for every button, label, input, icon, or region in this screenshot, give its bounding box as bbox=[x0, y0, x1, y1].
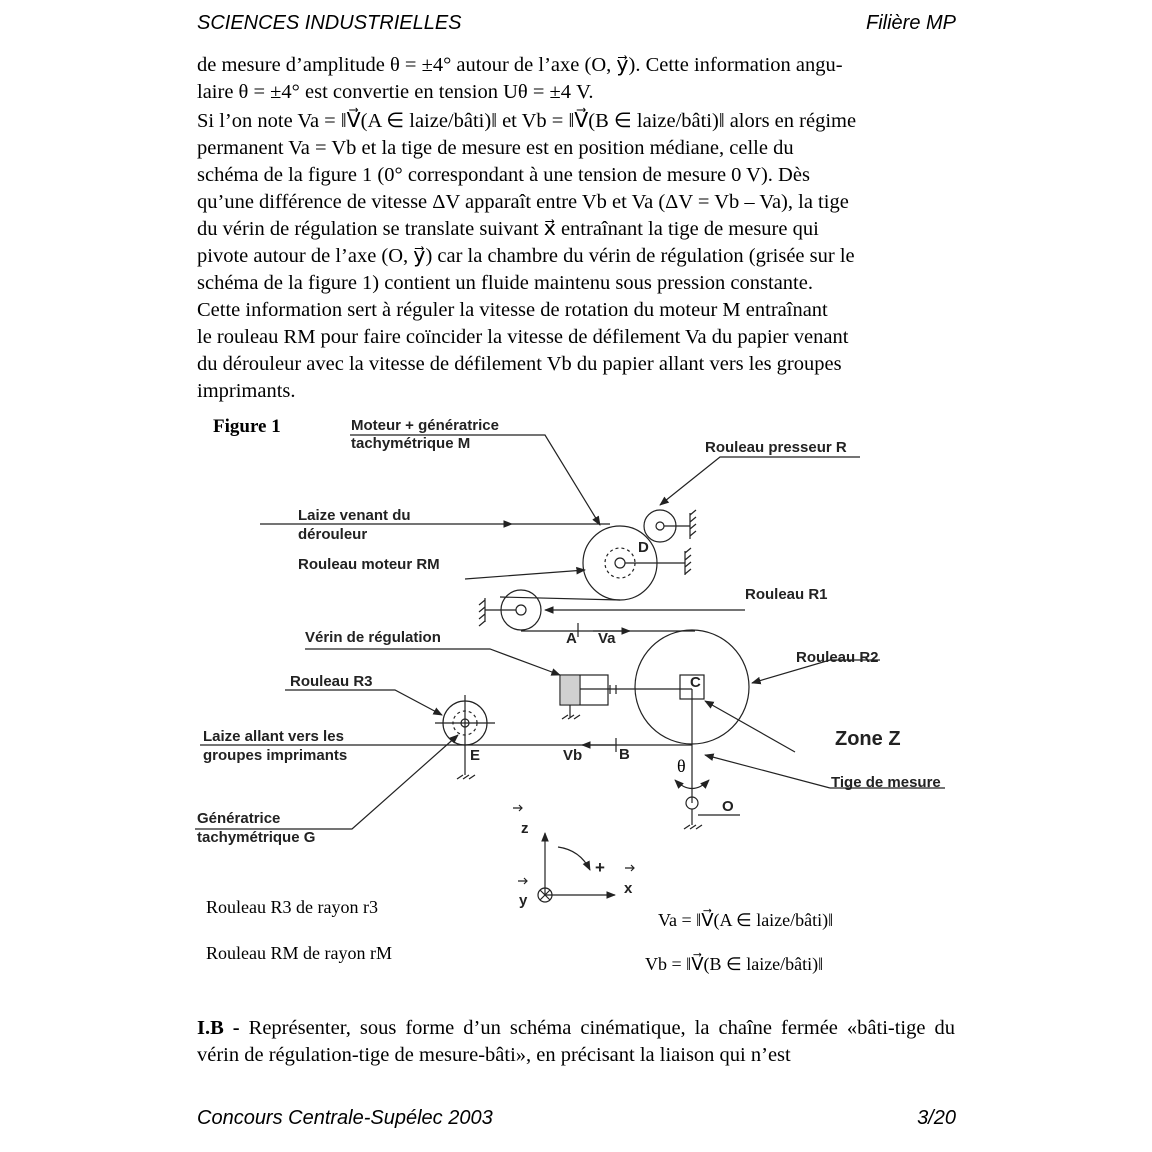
z-vector-mark bbox=[513, 805, 522, 811]
note-va-def: Va = ‖V⃗(A ∈ laize/bâti)‖ bbox=[658, 910, 834, 930]
label-point-o: O bbox=[722, 798, 734, 815]
paragraph-1 bbox=[197, 52, 955, 106]
presseur-hatch bbox=[690, 510, 696, 536]
header-left: SCIENCES INDUSTRIELLES bbox=[197, 12, 462, 34]
note-r3: Rouleau R3 de rayon r3 bbox=[206, 897, 378, 917]
paragraph-2 bbox=[197, 108, 955, 405]
p2-line-2: permanent Va = Vb et la tige de mesure est en position médiane, celle du bbox=[197, 137, 794, 159]
note-vb-def: Vb = ‖V⃗(B ∈ laize/bâti)‖ bbox=[645, 954, 824, 974]
rouleau-moteur-leader bbox=[465, 570, 585, 579]
verin-hatch bbox=[562, 715, 580, 719]
p2-line-8: Cette information sert à réguler la vitesse de rotation du moteur M entraînant bbox=[197, 299, 828, 321]
label-rouleau-r2: Rouleau R2 bbox=[796, 649, 879, 666]
x-vector-mark bbox=[625, 865, 634, 871]
p2-line-5: du vérin de régulation se translate suivant x⃗ entraînant la tige de mesure qui bbox=[197, 218, 819, 240]
label-tige: Tige de mesure bbox=[831, 774, 941, 791]
figure-title: Figure 1 bbox=[213, 416, 281, 437]
label-va: Va bbox=[598, 630, 616, 647]
label-laize-allant-2: groupes imprimants bbox=[203, 747, 348, 764]
label-laize-allant-1: Laize allant vers les bbox=[203, 728, 344, 745]
section-ib-text: Représenter, sous forme d’un schéma cinématique, la chaîne fermée «bâti-tige du vérin de régulation-tige de mesure-bâti», en précisant la liaison qui n’est bbox=[197, 1017, 955, 1066]
p2-line-10: du dérouleur avec la vitesse de défilement Vb du papier allant vers les groupes bbox=[197, 353, 842, 375]
figure-diagram bbox=[190, 405, 970, 985]
label-zone-z: Zone Z bbox=[835, 728, 901, 750]
r1-hatch bbox=[479, 600, 485, 626]
tige-leader bbox=[705, 755, 830, 788]
label-rouleau-presseur: Rouleau presseur R bbox=[705, 439, 847, 456]
label-moteur-1: Moteur + génératrice bbox=[351, 417, 499, 434]
label-gen-1: Génératrice bbox=[197, 810, 281, 827]
label-point-e: E bbox=[470, 747, 481, 764]
rouleau-moteur-axis bbox=[615, 558, 625, 568]
label-rouleau-moteur: Rouleau moteur RM bbox=[298, 556, 440, 573]
footer-right: 3/20 bbox=[917, 1107, 956, 1129]
p2-line-3: schéma de la figure 1 (0° correspondant à une tension de mesure 0 V). Dès bbox=[197, 164, 810, 186]
rouleau-r1-axis bbox=[516, 605, 526, 615]
label-point-d: D bbox=[638, 539, 649, 556]
label-axis-x: x bbox=[624, 880, 633, 897]
label-point-a: A bbox=[566, 630, 577, 647]
p2-line-9: le rouleau RM pour faire coïncider la vitesse de défilement Va du papier venant bbox=[197, 326, 849, 348]
p2-line-4: qu’une différence de vitesse ΔV apparaît entre Vb et Va (ΔV = Vb – Va), la tige bbox=[197, 191, 849, 213]
label-point-b: B bbox=[619, 746, 630, 763]
label-laize-venant-1: Laize venant du bbox=[298, 507, 411, 524]
label-verin: Vérin de régulation bbox=[305, 629, 441, 646]
label-laize-venant-2: dérouleur bbox=[298, 526, 368, 543]
r3-hatch bbox=[457, 775, 475, 779]
r3-leader bbox=[285, 690, 442, 715]
label-point-c: C bbox=[690, 674, 701, 691]
p2-line-1: Si l’on note Va = ‖V⃗(A ∈ laize/bâti)‖ et Vb = ‖V⃗(B ∈ laize/bâti)‖ alors en régime bbox=[197, 110, 857, 132]
label-theta: θ bbox=[677, 756, 686, 776]
section-ib-label: I.B - bbox=[197, 1017, 240, 1039]
rouleau-presseur-axis bbox=[656, 522, 664, 530]
label-axis-y: y bbox=[519, 892, 528, 909]
note-rm: Rouleau RM de rayon rM bbox=[206, 943, 392, 963]
p1-line-1: de mesure d’amplitude θ = ±4° autour de l’axe (O, y⃗). Cette information angu- bbox=[197, 54, 843, 76]
figure-1 bbox=[190, 405, 970, 985]
verin-chamber bbox=[561, 676, 579, 704]
verin-leader bbox=[305, 649, 560, 675]
label-rouleau-r3: Rouleau R3 bbox=[290, 673, 373, 690]
header-right: Filière MP bbox=[865, 12, 956, 34]
p1-line-2: laire θ = ±4° est convertie en tension Uθ = ±4 V. bbox=[197, 81, 594, 103]
moteur-hatch bbox=[685, 548, 691, 574]
label-axis-z: z bbox=[521, 820, 529, 837]
label-rouleau-r1: Rouleau R1 bbox=[745, 586, 828, 603]
p2-line-11: imprimants. bbox=[197, 380, 296, 402]
rotation-arrow bbox=[558, 847, 590, 870]
label-plus: + bbox=[595, 858, 605, 877]
p2-line-6: pivote autour de l’axe (O, y⃗) car la chambre du vérin de régulation (grisée sur le bbox=[197, 245, 855, 267]
paper-wrap bbox=[500, 597, 620, 600]
label-moteur-2: tachymétrique M bbox=[351, 435, 471, 452]
presseur-leader bbox=[660, 457, 860, 505]
zone-leader bbox=[705, 701, 795, 752]
section-ib bbox=[197, 1015, 955, 1069]
y-vector-mark bbox=[518, 878, 527, 884]
footer-left: Concours Centrale-Supélec 2003 bbox=[197, 1107, 493, 1129]
p2-line-7: schéma de la figure 1) contient un fluide maintenu sous pression constante. bbox=[197, 272, 813, 294]
label-gen-2: tachymétrique G bbox=[197, 829, 316, 846]
label-vb: Vb bbox=[563, 747, 583, 764]
pivot-hatch bbox=[684, 825, 702, 829]
